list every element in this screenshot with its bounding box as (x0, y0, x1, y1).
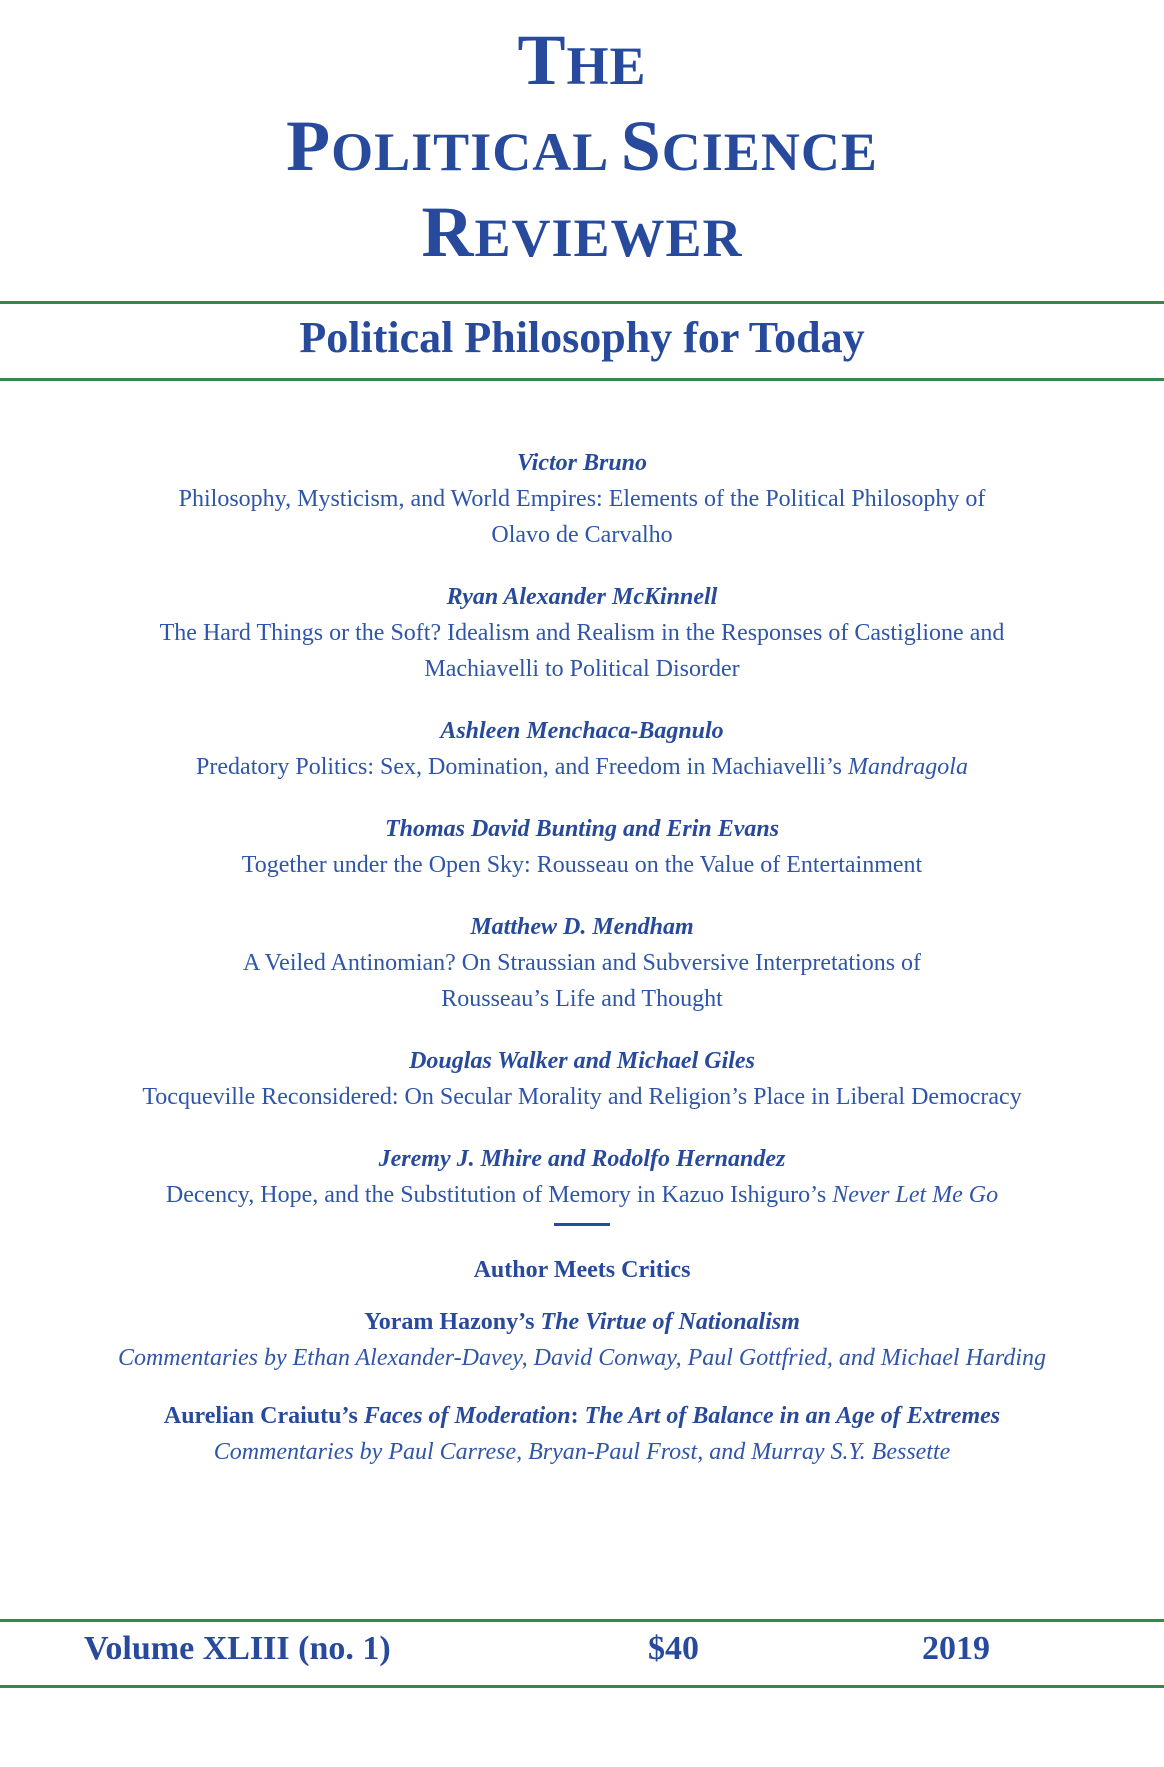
commentary-line: Commentaries by Paul Carrese, Bryan-Paul Frost, and Murray S.Y. Bessette (213, 1439, 951, 1465)
section-divider (554, 1223, 610, 1226)
title-line-1: THE (517, 20, 647, 100)
book-title: Yoram Hazony’s The Virtue of Nationalism (364, 1309, 800, 1335)
article-title: Decency, Hope, and the Substitution of Memory in Kazuo Ishiguro’s Never Let Me Go (165, 1182, 999, 1208)
subtitle-top-rule (0, 301, 1164, 304)
article-title: Philosophy, Mysticism, and World Empires: Elements of the Political Philosophy of Olavo de Carvalho (178, 486, 986, 548)
journal-title (0, 20, 1164, 278)
article-title: Together under the Open Sky: Rousseau on the Value of Entertainment (241, 852, 923, 878)
article-title: The Hard Things or the Soft? Idealism and Realism in the Responses of Castiglione and Machiavelli to Political Disorder (159, 620, 1005, 682)
article-entry (0, 1141, 1164, 1213)
article-author: Ryan Alexander McKinnell (446, 584, 718, 610)
author-meets-critics-entry (0, 1398, 1164, 1470)
issue-price: $40 (648, 1630, 699, 1667)
article-author: Victor Bruno (516, 450, 648, 476)
article-title: A Veiled Antinomian? On Straussian and Subversive Interpretations of Rousseau’s Life and Thought (242, 950, 922, 1012)
title-line-3: REVIEWER (421, 192, 743, 272)
article-entry (0, 445, 1164, 553)
cover-footer (0, 1630, 1164, 1680)
footer-top-rule (0, 1619, 1164, 1622)
article-entry (0, 909, 1164, 1017)
article-entry (0, 811, 1164, 883)
title-line-2: POLITICAL SCIENCE (286, 106, 878, 186)
article-entry (0, 1043, 1164, 1115)
article-title: Predatory Politics: Sex, Domination, and Freedom in Machiavelli’s Mandragola (196, 754, 968, 780)
article-author: Jeremy J. Mhire and Rodolfo Hernandez (378, 1146, 786, 1172)
article-author: Ashleen Menchaca-Bagnulo (440, 718, 724, 744)
article-entry (0, 579, 1164, 687)
article-entry (0, 713, 1164, 785)
article-author: Thomas David Bunting and Erin Evans (384, 816, 780, 842)
table-of-contents (0, 445, 1164, 1492)
footer-bottom-rule (0, 1685, 1164, 1688)
article-author: Douglas Walker and Michael Giles (409, 1048, 755, 1074)
article-title: Tocqueville Reconsidered: On Secular Morality and Religion’s Place in Liberal Democracy (142, 1084, 1022, 1110)
article-author: Matthew D. Mendham (470, 914, 694, 940)
volume-number: Volume XLIII (no. 1) (84, 1630, 391, 1667)
book-title: Aurelian Craiutu’s Faces of Moderation: The Art of Balance in an Age of Extremes (163, 1403, 1001, 1429)
author-meets-critics-entry (0, 1304, 1164, 1376)
issue-year: 2019 (922, 1630, 990, 1667)
commentary-line: Commentaries by Ethan Alexander-Davey, David Conway, Paul Gottfried, and Michael Harding (117, 1345, 1047, 1371)
author-meets-critics-heading: Author Meets Critics (473, 1257, 691, 1283)
journal-subtitle: Political Philosophy for Today (299, 313, 865, 362)
subtitle-bottom-rule (0, 378, 1164, 381)
